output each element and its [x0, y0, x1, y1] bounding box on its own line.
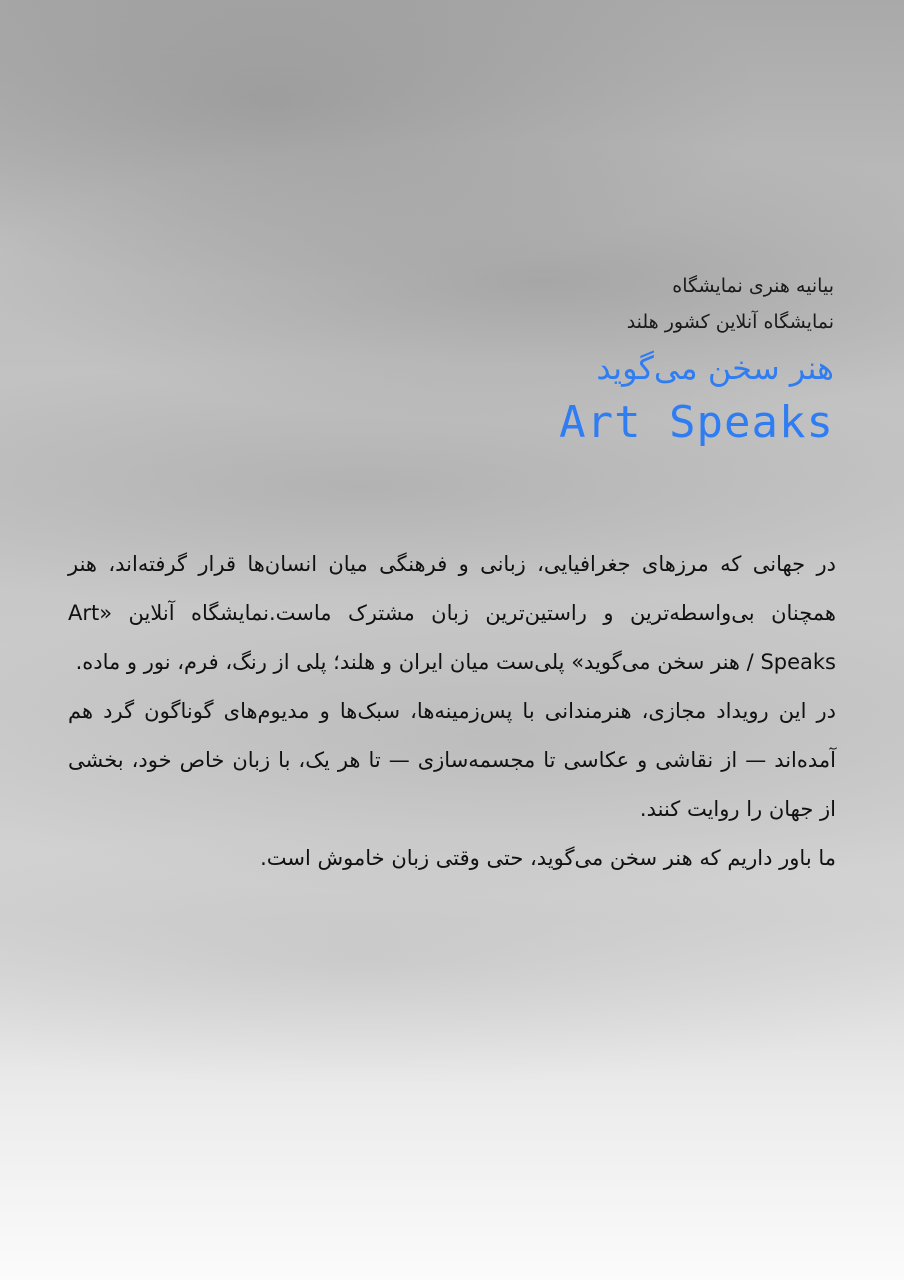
title-english: Art Speaks	[559, 397, 834, 448]
exhibition-statement-label: بیانیه هنری نمایشگاه	[672, 275, 834, 297]
header-block	[274, 268, 834, 452]
exhibition-location-label: نمایشگاه آنلاین کشور هلند	[626, 311, 834, 333]
statement-paragraph-3: ما باور داریم که هنر سخن می‌گوید، حتی وقتی زبان خاموش است.	[260, 846, 836, 870]
statement-paragraph-1: در جهانی که مرزهای جغرافیایی، زبانی و فرهنگی میان انسان‌ها قرار گرفته‌اند، هنر همچنان بی‌واسطه‌ترین و راستین‌ترین زبان مشترک ماست.نمایشگاه آنلاین «Art Speaks / هنر سخن می‌گوید» پلی‌ست میان ایران و هلند؛ پلی از رنگ، فرم، نور و ماده.	[68, 552, 836, 674]
statement-paragraph-2: در این رویداد مجازی، هنرمندانی با پس‌زمینه‌ها، سبک‌ها و مدیوم‌های گوناگون گرد هم آمده‌اند — از نقاشی و عکاسی تا مجسمه‌سازی — تا هر یک، با زبان خاص خود، بخشی از جهان را روایت کنند.	[68, 699, 836, 821]
statement-body	[68, 540, 836, 883]
title-persian: هنر سخن می‌گوید	[596, 349, 834, 387]
